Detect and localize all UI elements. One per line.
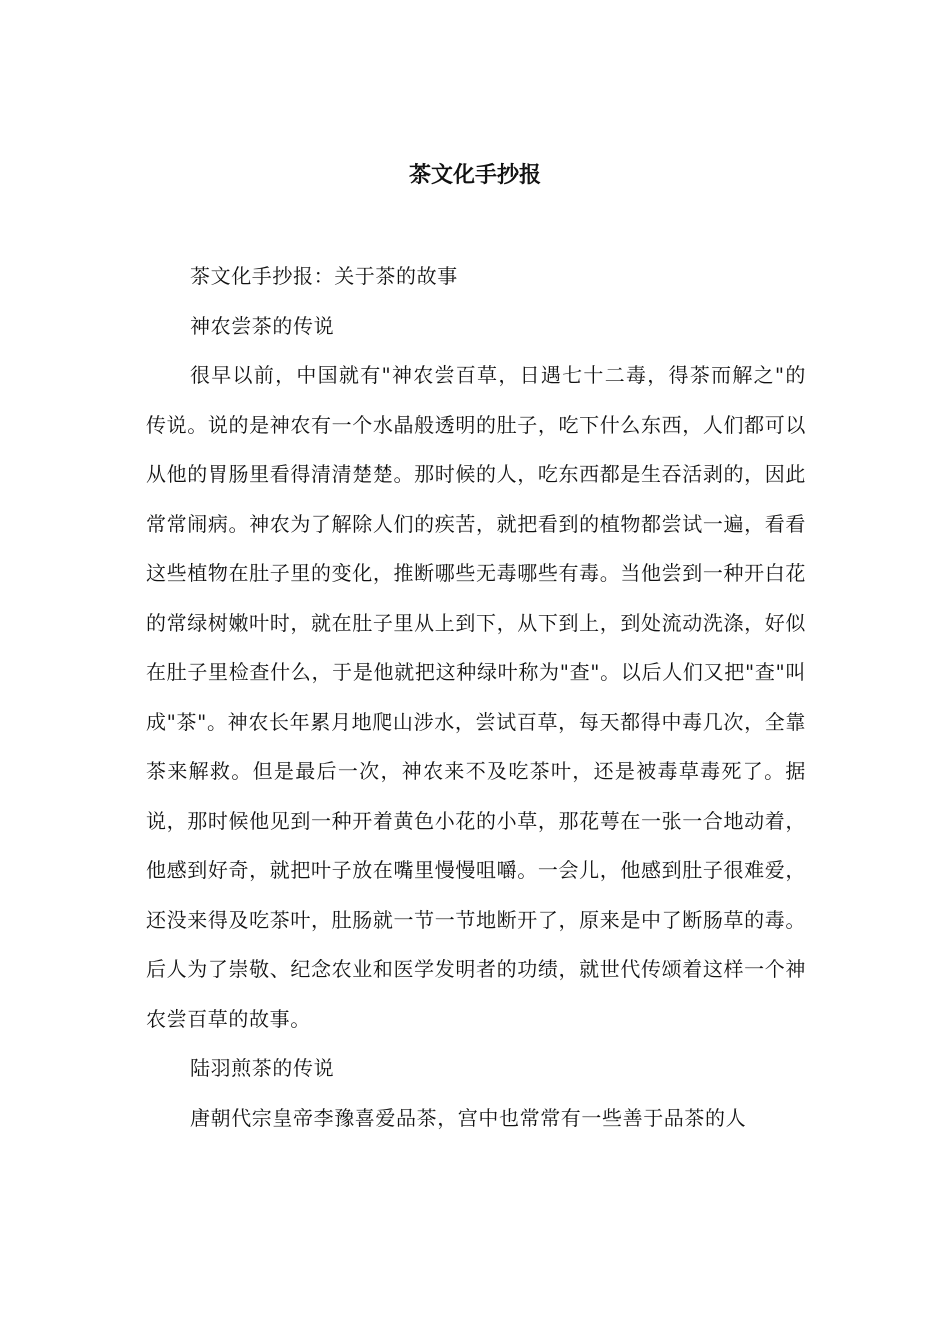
document-title: 茶文化手抄报 (408, 163, 541, 188)
document-body (146, 252, 806, 1143)
body-paragraph-luyu: 唐朝代宗皇帝李豫喜爱品茶，宫中也常常有一些善于品茶的人 (190, 1105, 747, 1130)
subtitle-paragraph: 茶文化手抄报：关于茶的故事 (190, 264, 458, 288)
body-paragraph-shennong: 很早以前，中国就有"神农尝百草，日遇七十二毒，得茶而解之"的传说。说的是神农有一个水晶般透明的肚子，吃下什么东西，人们都可以从他的胃肠里看得清清楚楚。那时候的人，吃东西都是生吞活剥的，因此常常闹病。神农为了解除人们的疾苦，就把看到的植物都尝试一遍，看看这些植物在肚子里的变化，推断哪些无毒哪些有毒。当他尝到一种开白花的常绿树嫩叶时，就在肚子里从上到下，从下到上，到处流动洗涤，好似在肚子里检查什么，于是他就把这种绿叶称为"查"。以后人们又把"查"叫成"茶"。神农长年累月地爬山涉水，尝试百草，每天都得中毒几次，全靠茶来解救。但是最后一次，神农来不及吃茶叶，还是被毒草毒死了。据说，那时候他见到一种开着黄色小花的小草，那花萼在一张一合地动着，他感到好奇，就把叶子放在嘴里慢慢咀嚼。一会儿，他感到肚子很难爱，还没来得及吃茶叶，肚肠就一节一节地断开了，原来是中了断肠草的毒。后人为了崇敬、纪念农业和医学发明者的功绩，就世代传颂着这样一个神农尝百草的故事。 (146, 363, 806, 1031)
section-heading-luyu: 陆羽煎茶的传说 (190, 1056, 335, 1080)
section-heading-shennong: 神农尝茶的传说 (190, 313, 335, 338)
